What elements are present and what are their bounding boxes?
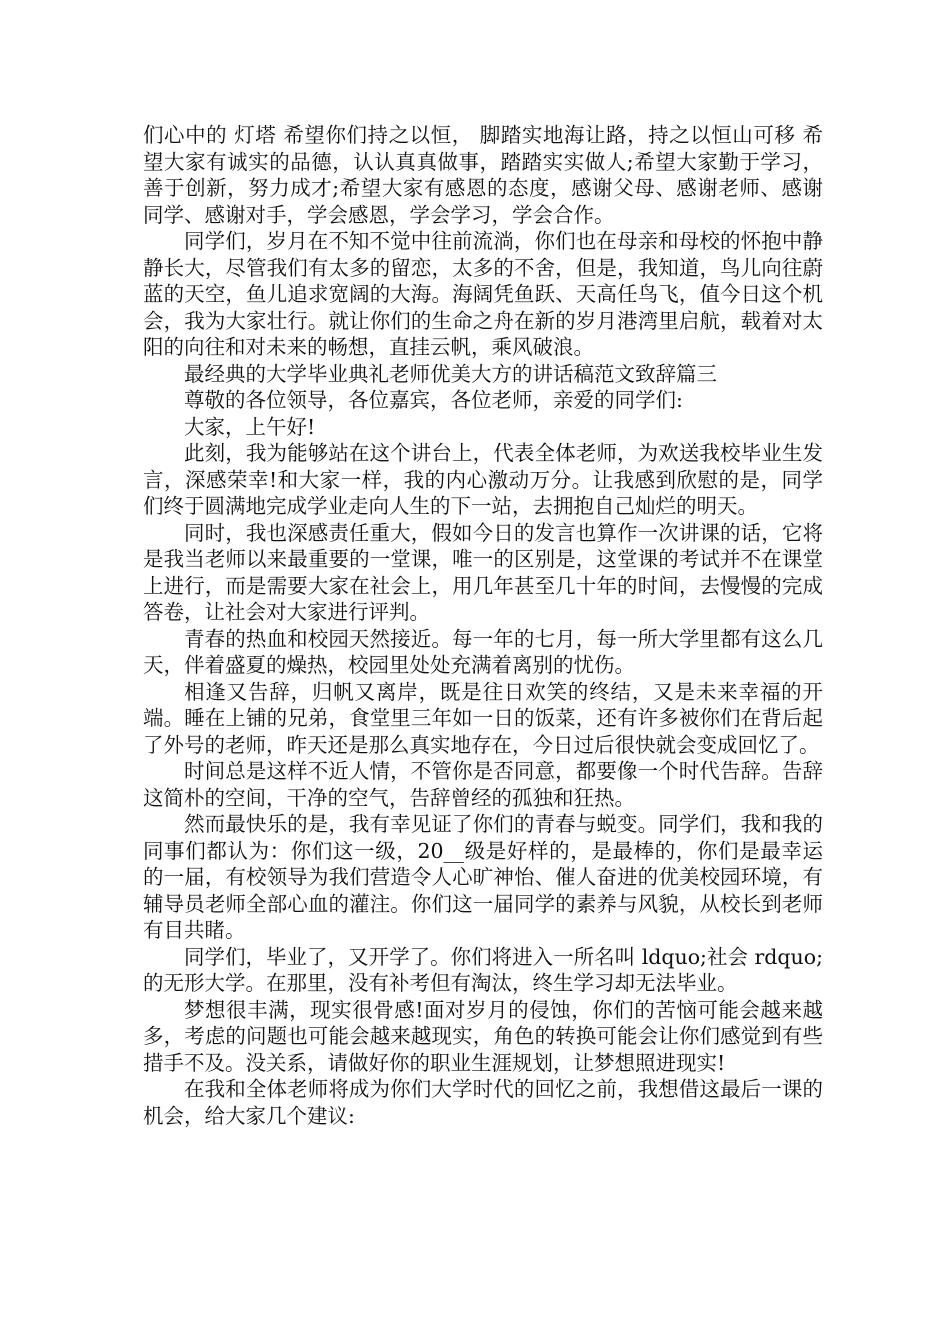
- paragraph-2: 同学们，岁月在不知不觉中往前流淌，你们也在母亲和母校的怀抱中静静长大，尽管我们有太多的留恋，太多的不舍，但是，我知道，鸟儿向往蔚蓝的天空，鱼儿追求宽阔的大海。海阔凭鱼跃、天高任鸟飞，值今日这个机会，我为大家壮行。就让你们的生命之舟在新的岁月港湾里启航，载着对太阳的向往和对未来的畅想，直挂云帆，乘风破浪。: [143, 229, 823, 359]
- paragraph-8: 青春的热血和校园天然接近。每一年的七月，每一所大学里都有这么几天，伴着盛夏的燥热，校园里处处充满着离别的忧伤。: [143, 626, 823, 677]
- salutation: 尊敬的各位领导，各位嘉宾，各位老师，亲爱的同学们:: [184, 388, 683, 412]
- document-page: [143, 122, 823, 1129]
- section-heading: 最经典的大学毕业典礼老师优美大方的讲话稿范文致辞篇三: [184, 361, 717, 386]
- paragraph-9: 相逢又告辞，归帆又离岸，既是往日欢笑的终结，又是未来幸福的开端。睡在上铺的兄弟，食堂里三年如一日的饭菜，还有许多被你们在背后起了外号的老师，昨天还是那么真实地存在，今日过后很快就会变成回忆了。: [143, 679, 823, 757]
- paragraph-10: 时间总是这样不近人情，不管你是否同意，都要像一个时代告辞。告辞这简朴的空间，干净的空气，告辞曾经的孤独和狂热。: [143, 759, 823, 810]
- paragraph-7: 同时，我也深感责任重大，假如今日的发言也算作一次讲课的话，它将是我当老师以来最重要的一堂课，唯一的区别是，这堂课的考试并不在课堂上进行，而是需要大家在社会上，用几年甚至几十年的时间，去慢慢的完成答卷，让社会对大家进行评判。: [143, 520, 823, 624]
- paragraph-12: 同学们，毕业了，又开学了。你们将进入一所名叫 ldquo;社会 rdquo;的无形大学。在那里，没有补考但有淘汰，终生学习却无法毕业。: [143, 944, 823, 995]
- paragraph-6: 此刻，我为能够站在这个讲台上，代表全体老师，为欢送我校毕业生发言，深感荣幸!和大家一样，我的内心激动万分。让我感到欣慰的是，同学们终于圆满地完成学业走向人生的下一站，去拥抱自己灿烂的明天。: [143, 441, 823, 518]
- greeting: 大家，上午好!: [184, 414, 316, 439]
- paragraph-14: 在我和全体老师将成为你们大学时代的回忆之前，我想借这最后一课的机会，给大家几个建议:: [143, 1077, 823, 1128]
- paragraph-13: 梦想很丰满，现实很骨感!面对岁月的侵蚀，你们的苦恼可能会越来越多，考虑的问题也可能会越来越现实，角色的转换可能会让你们感觉到有些措手不及。没关系，请做好你的职业生涯规划，让梦想照进现实!: [143, 997, 823, 1075]
- paragraph-11: 然而最快乐的是，我有幸见证了你们的青春与蜕变。同学们，我和我的同事们都认为：你们这一级，20__级是好样的，是最棒的，你们是最幸运的一届，有校领导为我们营造令人心旷神怡、催人奋进的优美校园环境，有辅导员老师全部心血的灌注。你们这一届同学的素养与风貌，从校长到老师有目共睹。: [143, 812, 823, 942]
- paragraph-1: 们心中的 灯塔 希望你们持之以恒， 脚踏实地海让路，持之以恒山可移 希望大家有诚实的品德，认认真真做事，踏踏实实做人;希望大家勤于学习，善于创新，努力成才;希望大家有感恩的态度，感谢父母、感谢老师、感谢同学、感谢对手，学会感恩，学会学习，学会合作。: [143, 123, 823, 227]
